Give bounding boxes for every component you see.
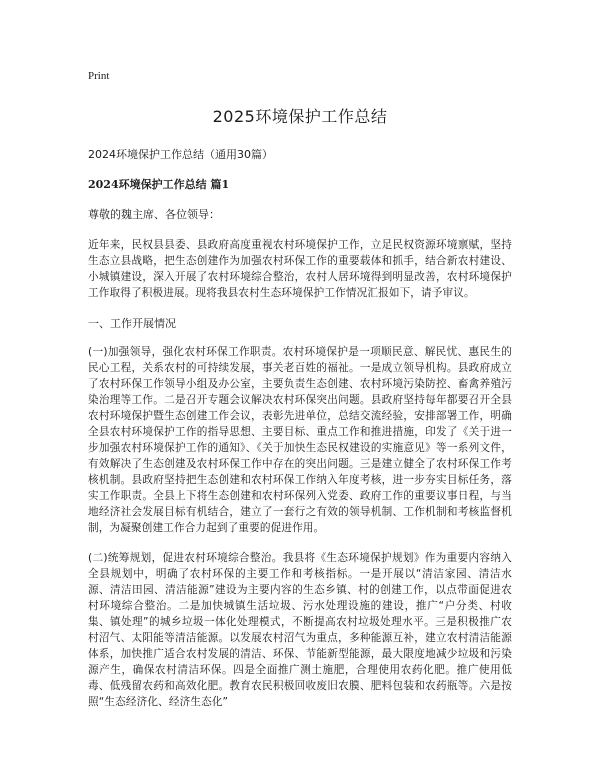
page-title: 2025环境保护工作总结 (212, 107, 388, 126)
document-subtitle: 2024环境保护工作总结（通用30篇） (88, 148, 273, 161)
section-heading: 2024环境保护工作总结 篇1 (88, 178, 230, 191)
work-status-heading: 一、工作开展情况 (88, 317, 176, 330)
body-paragraph-planning: (二)统筹规划，促进农村环境综合整治。我县将《生态环境保护规划》作为重要内容纳入全县规划中，明确了农村环保的主要工作和考核指标。一是开展以“清洁家园、清洁水源、清洁田园、清洁能源”建设为主要内容的生态乡镇、村的创建工作，以点带面促进农村环境综合整治。二是加快城镇生活垃圾、污水处理设施的建设，推广“户分类、村收集、镇处理”的城乡垃圾一体化处理模式，不断提高农村垃圾处理水平。三是积极推广农村沼气、太阳能等清洁能源。以发展农村沼气为重点，多种能源互补，建立农村清洁能源体系，加快推广适合农村发展的清洁、环保、节能新型能源，最大限度地减少垃圾和污染源产生，确保农村清洁环保。四是全面推广测土施肥，合理使用农药化肥。推广使用低毒、低残留农药和高效化肥。教育农民积极回收废旧农膜、肥料包装和农药瓶等。六是按照“生态经济化、经济生态化” (88, 552, 512, 708)
print-link[interactable]: Print (88, 70, 110, 82)
intro-paragraph: 近年来，民权县县委、县政府高度重视农村环境保护工作，立足民权资源环境禀赋，坚持生态立县战略，把生态创建作为加强农村环保工作的重要载体和抓手，结合新农村建设、小城镇建设，深入开展了农村环境综合整治，农村人居环境得到明显改善，农村环境保护工作取得了积极进展。现将我县农村生态环境保护工作情况汇报如下，请予审议。 (88, 239, 512, 299)
body-paragraph-leadership: (一)加强领导，强化农村环保工作职责。农村环境保护是一项顺民意、解民忧、惠民生的民心工程，关系农村的可持续发展，事关老百姓的福祉。一是成立领导机构。县政府成立了农村环保工作领导小组及办公室，主要负责生态创建、农村环境污染防控、畜禽养殖污染治理等工作。二是召开专题会议解决农村环保突出问题。县政府坚持每年都要召开全县农村环境保护暨生态创建工作会议，表彰先进单位，总结交流经验，安排部署工作，明确全县农村环境保护工作的指导思想、主要目标、重点工作和推进措施，印发了《关于进一步加强农村环境保护工作的通知》、《关于加快生态民权建设的实施意见》等一系列文件，有效解决了生态创建及农村环保工作中存在的突出问题。三是建立健全了农村环保工作考核机制。县政府坚持把生态创建和农村环保工作纳入年度考核，进一步夯实目标任务，落实工作职责。全县上下将生态创建和农村环保列入党委、政府工作的重要议事日程，与当地经济社会发展目标有机结合，建立了一套行之有效的领导机制、工作机制和考核监督机制，为凝聚创建工作合力起到了重要的促进作用。 (88, 346, 512, 534)
greeting-line: 尊敬的魏主席、各位领导： (88, 208, 220, 221)
